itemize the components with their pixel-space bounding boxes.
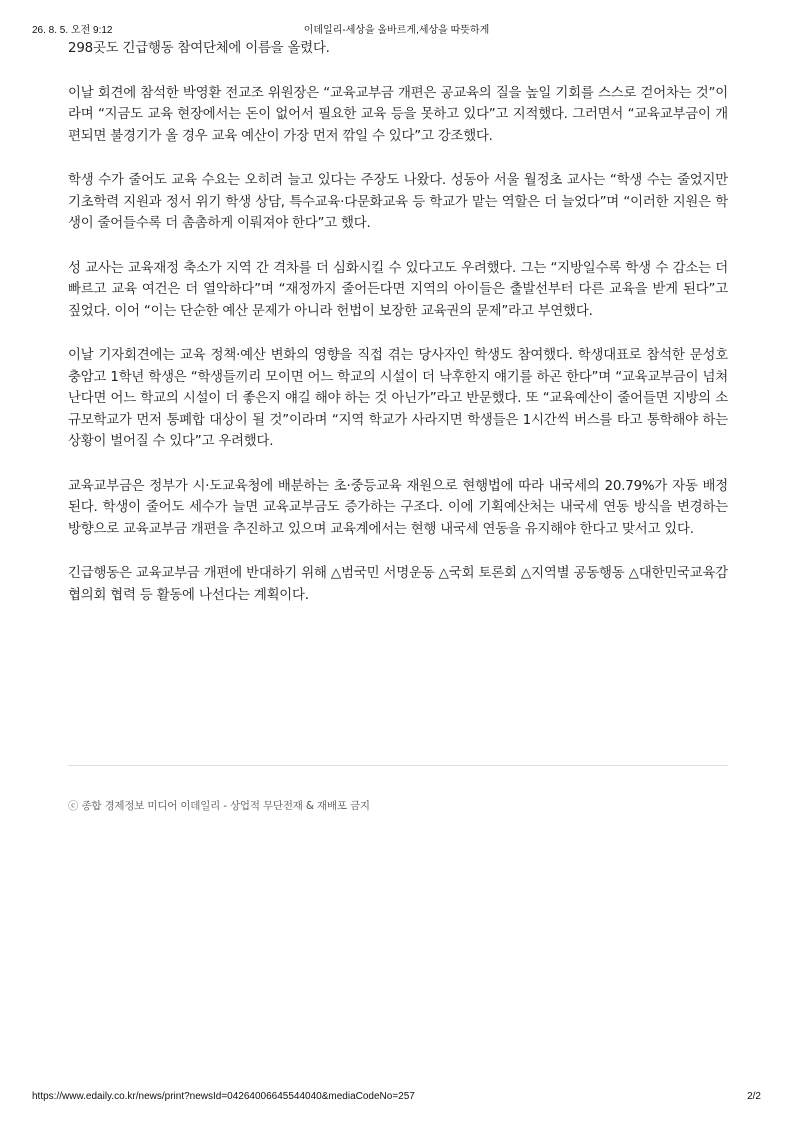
page-number: 2/2	[747, 1091, 761, 1102]
article-body	[68, 38, 728, 629]
article-paragraph: 교육교부금은 정부가 시·도교육청에 배분하는 초·중등교육 재원으로 현행법에 따라 내국세의 20.79%가 자동 배정된다. 학생이 줄어도 세수가 늘면 교육교부금도 증가하는 구조다. 이에 기획예산처는 내국세 연동 방식을 변경하는 방향으로 교육교부금 개편을 추진하고 있으며 교육계에서는 현행 내국세 연동을 유지해야 한다고 맞서고 있다.	[68, 478, 728, 537]
print-url: https://www.edaily.co.kr/news/print?newsId=04264006645544040&mediaCodeNo=257	[32, 1091, 415, 1102]
article-divider	[68, 765, 728, 766]
copyright-notice: ⓒ 종합 경제정보 미디어 이데일리 - 상업적 무단전재 & 재배포 금지	[68, 800, 370, 812]
article-paragraph: 이날 기자회견에는 교육 정책·예산 변화의 영향을 직접 겪는 당사자인 학생도 참여했다. 학생대표로 참석한 문성호 충암고 1학년 학생은 “학생들끼리 모이면 어느 학교의 시설이 더 낙후한지 얘기를 하곤 한다”며 “교육교부금이 넘쳐난다면 어느 학교의 시설이 더 좋은지 얘길 해야 하는 것 아닌가”라고 반문했다. 또 “교육예산이 줄어들면 지방의 소규모학교가 먼저 통폐합 대상이 될 것”이라며 “지역 학교가 사라지면 학생들은 1시간씩 버스를 타고 통학해야 하는 상황이 벌어질 수 있다”고 우려했다.	[68, 348, 728, 449]
article-paragraph: 긴급행동은 교육교부금 개편에 반대하기 위해 △범국민 서명운동 △국회 토론회 △지역별 공동행동 △대한민국교육감협의회 협력 등 활동에 나선다는 계획이다.	[68, 566, 728, 603]
article-paragraph: 성 교사는 교육재정 축소가 지역 간 격차를 더 심화시킬 수 있다고도 우려했다. 그는 “지방일수록 학생 수 감소는 더 빠르고 교육 여건은 더 열악하다”며 “재정까지 줄어든다면 지역의 아이들은 출발선부터 다른 교육을 받게 된다”고 짚었다. 이어 “이는 단순한 예산 문제가 아니라 헌법이 보장한 교육권의 문제”라고 부연했다.	[68, 260, 728, 319]
article-paragraph: 학생 수가 줄어도 교육 수요는 오히려 늘고 있다는 주장도 나왔다. 성동아 서울 월정초 교사는 “학생 수는 줄었지만 기초학력 지원과 정서 위기 학생 상담, 특수교육·다문화교육 등 학교가 맡는 역할은 더 늘었다”며 “이러한 지원은 학생이 줄어들수록 더 촘촘하게 이뤄져야 한다”고 했다.	[68, 173, 728, 231]
article-paragraph: 298곳도 긴급행동 참여단체에 이름을 올렸다.	[68, 41, 330, 56]
print-footer	[32, 1091, 761, 1105]
article-paragraph: 이날 회견에 참석한 박영환 전교조 위원장은 “교육교부금 개편은 공교육의 질을 높일 기회를 스스로 걷어차는 것”이라며 “지금도 교육 현장에서는 돈이 없어서 필요한 교육 등을 못하고 있다”고 지적했다. 그러면서 “교육교부금이 개편되면 불경기가 올 경우 교육 예산이 가장 먼저 깎일 수 있다”고 강조했다.	[68, 85, 728, 144]
print-date: 26. 8. 5. 오전 9:12	[32, 25, 113, 36]
print-page-title: 이데일리-세상을 올바르게,세상을 따뜻하게	[303, 25, 490, 36]
print-header	[32, 21, 761, 35]
